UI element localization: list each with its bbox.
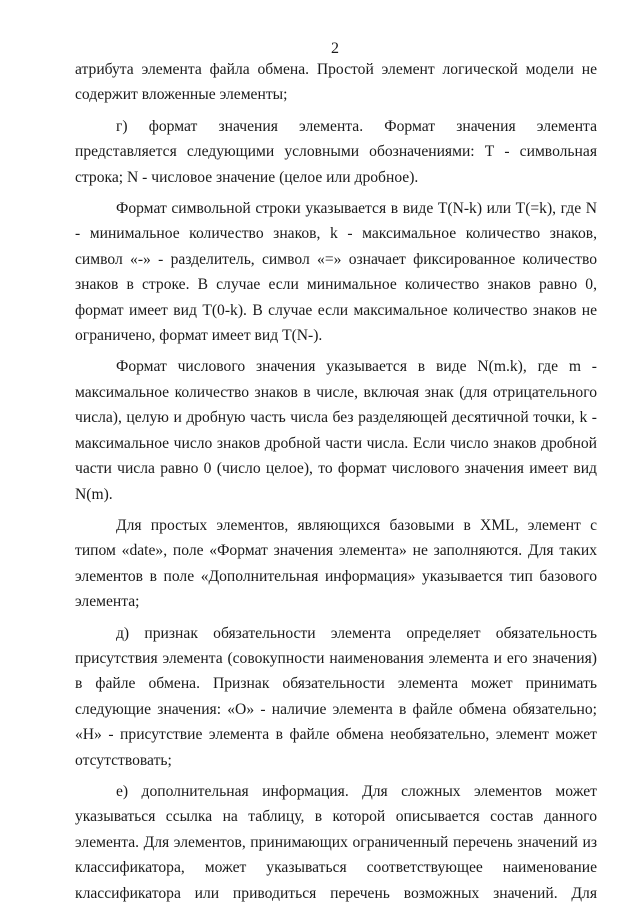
document-body [75, 57, 597, 906]
paragraph-xml-base-elements: Для простых элементов, являющихся базовыми в XML, элемент с типом «date», поле «Формат значения элемента» не заполняются. Для таких элементов в поле «Дополнительная информация» указывается тип базового элемента; [75, 516, 597, 611]
paragraph-string-format: Формат символьной строки указывается в виде T(N-k) или T(=k), где N - минимальное количество знаков, k - максимальное количество знаков, символ «-» - разделитель, символ «=» означает фиксированное количество знаков в строке. В случае если минимальное количество знаков равно 0, формат имеет вид T(0-k). В случае если максимальное количество знаков не ограничено, формат имеет вид T(N-). [75, 200, 597, 345]
paragraph-number-format: Формат числового значения указывается в виде N(m.k), где m - максимальное количество знаков в числе, включая знак (для отрицательного числа), целую и дробную часть числа без разделяющей десятичной точки, k - максимальное число знаков дробной части числа. Если число знаков дробной части числа равно 0 (число целое), то формат числового значения имеет вид N(m). [75, 358, 597, 503]
page-number: 2 [331, 40, 339, 57]
paragraph-value-format: г) формат значения элемента. Формат значения элемента представляется следующими условными обозначениями: Т - символьная строка; N - числовое значение (целое или дробное). [75, 117, 597, 186]
paragraph-additional-info: е) дополнительная информация. Для сложных элементов может указываться ссылка на таблицу, в которой описывается состав данного элемента. Для элементов, принимающих ограниченный перечень значений из классификатора, может указываться соответствующее наименование классификатора или приводиться перечень возможных значений. Для [75, 782, 597, 902]
paragraph-required-flag: д) признак обязательности элемента определяет обязательность присутствия элемента (совокупности наименования элемента и его значения) в файле обмена. Признак обязательности элемента может принимать следующие значения: «О» - наличие элемента в файле обмена обязательно; «Н» - присутствие элемента в файле обмена необязательно, элемент может отсутствовать; [75, 624, 597, 769]
paragraph-simple-element: атрибута элемента файла обмена. Простой элемент логической модели не содержит вложенные элементы; [75, 61, 597, 104]
